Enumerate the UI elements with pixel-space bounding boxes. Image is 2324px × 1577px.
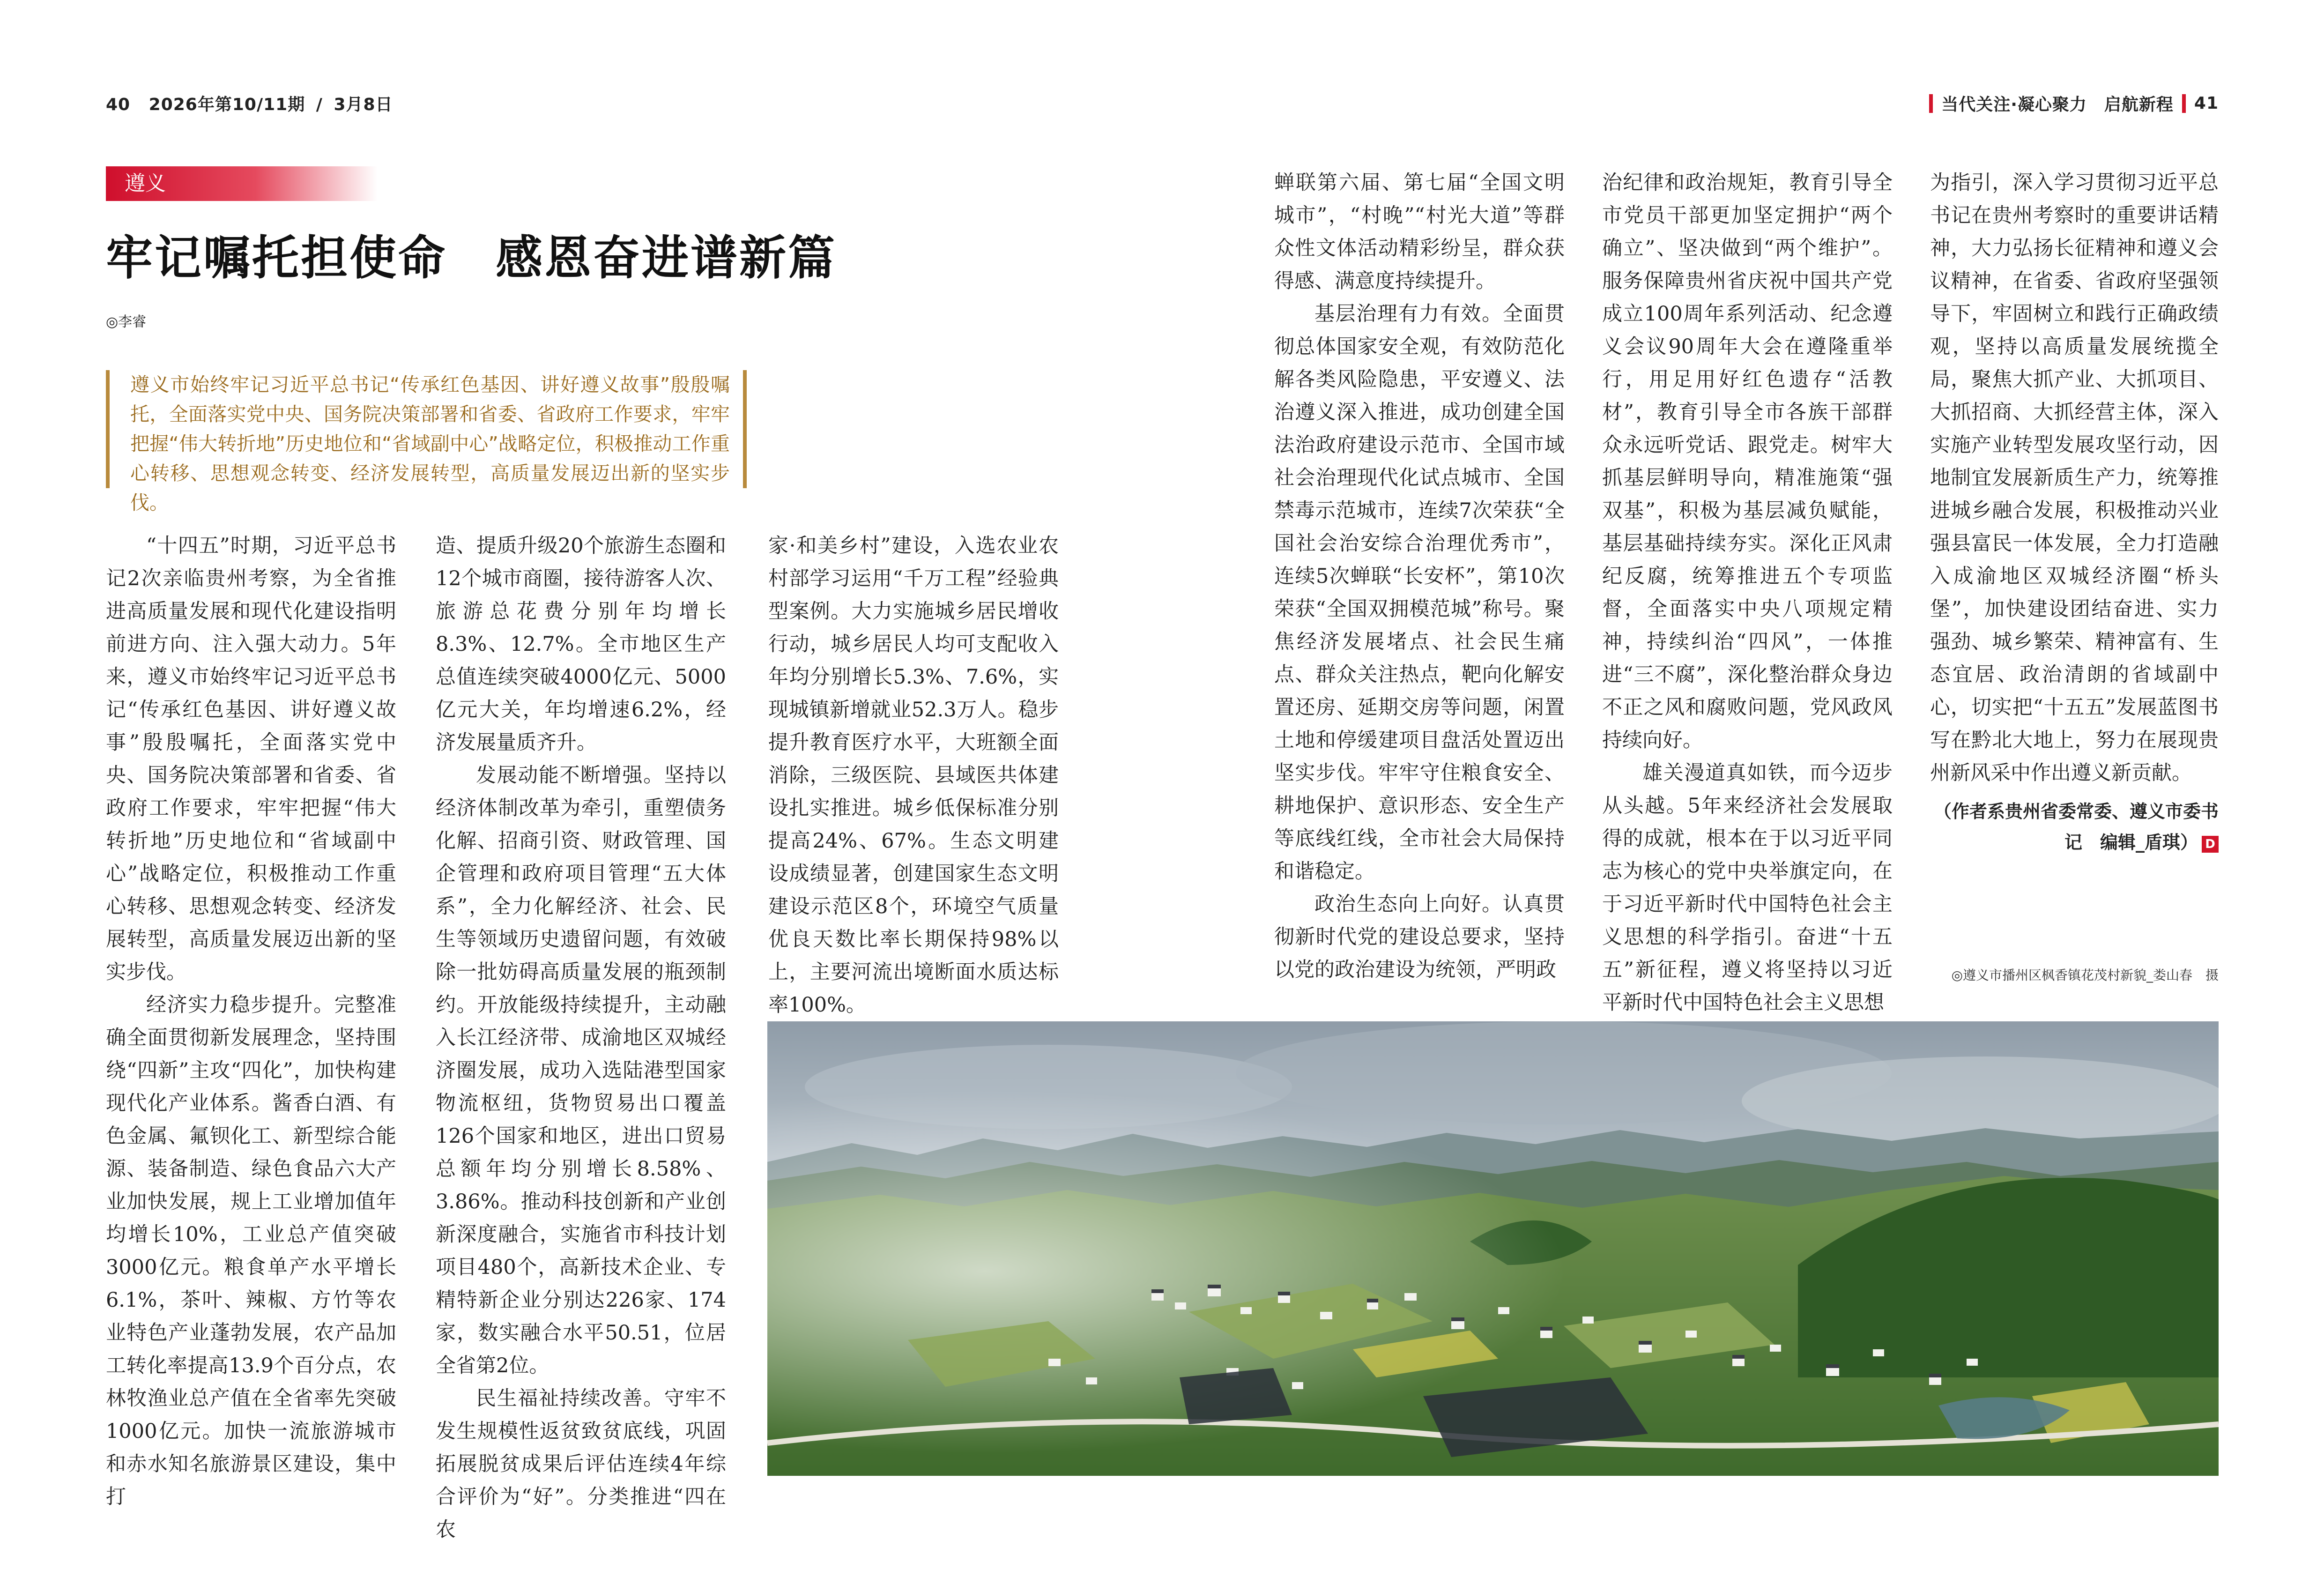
photo-caption: ◎遵义市播州区枫香镇花茂村新貌_娄山春 摄 xyxy=(1951,967,2219,983)
paragraph: 家·和美乡村”建设，入选农业农村部学习运用“千万工程”经验典型案例。大力实施城乡居民增收行动，城乡居民人均可支配收入年均分别增长5.3%、7.6%，实现城镇新增就业52.3万人。稳步提升教育医疗水平，大班额全面消除，三级医院、县域医共体建设扎实推进。城乡低保标准分别提高24%、67%。生态文明建设成绩显著，创建国家生态文明建设示范区8个，环境空气质量优良天数比率长期保持98%以上，主要河流出境断面水质达标率100%。 xyxy=(768,534,1059,1017)
right-page-number: 41 xyxy=(2194,94,2219,113)
end-mark-icon: D xyxy=(2202,836,2219,853)
paragraph: 经济实力稳步提升。完整准确全面贯彻新发展理念，坚持围绕“四新”主攻“四化”，加快构建现代化产业体系。酱香白酒、有色金属、氟钡化工、新型综合能源、装备制造、绿色食品六大产业加快发展，规上工业增加值年均增长10%，工业总产值突破3000亿元。粮食单产水平增长6.1%，茶叶、辣椒、方竹等农业特色产业蓬勃发展，农产品加工转化率提高13.9个百分点，农林牧渔业总产值在全省率先突破1000亿元。加快一流旅游城市和赤水知名旅游景区建设，集中打 xyxy=(106,993,396,1509)
accent-bar-icon xyxy=(1929,94,1933,113)
issue-date: 3月8日 xyxy=(334,95,393,114)
article-column-6 xyxy=(1930,166,2219,858)
article-lead: 遵义市始终牢记习近平总书记“传承红色基因、讲好遵义故事”殷殷嘱托，全面落实党中央、国务院决策部署和省委、省政府工作要求，牢牢把握“伟大转折地”历史地位和“省域副中心”战略定位，积极推动工作重心转移、思想观念转变、经济发展转型，高质量发展迈出新的坚实步伐。 xyxy=(106,370,747,488)
paragraph: 雄关漫道真如铁，而今迈步从头越。5年来经济社会发展取得的成就，根本在于以习近平同志为核心的党中央举旗定向，在于习近平新时代中国特色社会主义思想的科学指引。奋进“十五五”新征程，遵义将坚持以习近平新时代中国特色社会主义思想 xyxy=(1602,761,1893,1014)
paragraph: 民生福祉持续改善。守牢不发生规模性返贫致贫底线，巩固拓展脱贫成果后评估连续4年综合评价为“好”。分类推进“四在农 xyxy=(436,1387,726,1541)
paragraph: 发展动能不断增强。坚持以经济体制改革为牵引，重塑债务化解、招商引资、财政管理、国企管理和政府项目管理“五大体系”，全力化解经济、社会、民生等领域历史遗留问题，有效破除一批妨碍高质量发展的瓶颈制约。开放能级持续提升，主动融入长江经济带、成渝地区双城经济圈发展，成功入选陆港型国家物流枢纽，货物贸易出口覆盖126个国家和地区，进出口贸易总额年均分别增长8.58%、3.86%。推动科技创新和产业创新深度融合，实施省市科技计划项目480个，高新技术企业、专精特新企业分别达226家、174家，数实融合水平50.51，位居全省第2位。 xyxy=(436,764,726,1377)
article-column-2 xyxy=(436,529,726,1546)
article-column-5 xyxy=(1602,166,1893,1019)
issue-number: 2026年第10/11期 xyxy=(148,95,305,114)
article-column-3 xyxy=(768,529,1059,1021)
article-column-1 xyxy=(106,529,396,1513)
paragraph: 为指引，深入学习贯彻习近平总书记在贵州考察时的重要讲话精神，大力弘扬长征精神和遵义会议精神，在省委、省政府坚强领导下，牢固树立和践行正确政绩观，坚持以高质量发展统揽全局，聚焦大抓产业、大抓项目、大抓招商、大抓经营主体，深入实施产业转型发展攻坚行动，因地制宜发展新质生产力，统筹推进城乡融合发展，积极推动兴业强县富民一体发展，全力打造融入成渝地区双城经济圈“桥头堡”，加快建设团结奋进、实力强劲、城乡繁荣、精神富有、生态宜居、政治清朗的省域副中心，切实把“十五五”发展蓝图书写在黔北大地上，努力在展现贵州新风采中作出遵义新贡献。 xyxy=(1930,171,2219,785)
article-column-4 xyxy=(1274,166,1565,986)
accent-bar-icon xyxy=(2182,94,2186,113)
paragraph: 蝉联第六届、第七届“全国文明城市”，“村晚”“村光大道”等群众性文体活动精彩纷呈，群众获得感、满意度持续提升。 xyxy=(1274,171,1565,293)
aerial-village-photo xyxy=(767,1021,2219,1476)
page-header-right xyxy=(1929,91,2219,115)
article-author: ◎李睿 xyxy=(106,314,147,330)
paragraph: 造、提质升级20个旅游生态圈和12个城市商圈，接待游客人次、旅游总花费分别年均增长8.3%、12.7%。全市地区生产总值连续突破4000亿元、5000亿元大关，年均增速6.2%，经济发展量质齐升。 xyxy=(436,534,726,754)
author-byline: （作者系贵州省委常委、遵义市委书记 编辑_盾琪） D xyxy=(1933,801,2219,853)
paragraph: 政治生态向上向好。认真贯彻新时代党的建设总要求，坚持以党的政治建设为统领，严明政 xyxy=(1274,893,1565,982)
section-name: 当代关注·凝心聚力 启航新程 xyxy=(1941,95,2174,114)
left-page-number: 40 xyxy=(106,95,131,114)
paragraph: 基层治理有力有效。全面贯彻总体国家安全观，有效防范化解各类风险隐患，平安遵义、法治遵义深入推进，成功创建全国法治政府建设示范市、全国市域社会治理现代化试点城市、全国禁毒示范城市，连续7次荣获“全国社会治安综合治理优秀市”，连续5次蝉联“长安杯”，第10次荣获“全国双拥模范城”称号。聚焦经济发展堵点、社会民生痛点、群众关注热点，靶向化解安置还房、延期交房等问题，闲置土地和停缓建项目盘活处置迈出坚实步伐。牢牢守住粮食安全、耕地保护、意识形态、安全生产等底线红线，全市社会大局保持和谐稳定。 xyxy=(1274,302,1565,883)
page-header-left: 40 2026年第10/11期 / 3月8日 xyxy=(106,95,393,114)
article-title: 牢记嘱托担使命 感恩奋进谱新篇 xyxy=(106,230,837,285)
paragraph: 治纪律和政治规矩，教育引导全市党员干部更加坚定拥护“两个确立”、坚决做到“两个维护”。服务保障贵州省庆祝中国共产党成立100周年系列活动、纪念遵义会议90周年大会在遵隆重举行，用足用好红色遗存“活教材”，教育引导全市各族干部群众永远听党话、跟党走。树牢大抓基层鲜明导向，精准施策“强双基”，积极为基层减负赋能，基层基础持续夯实。深化正风肃纪反腐，统筹推进五个专项监督，全面落实中央八项规定精神，持续纠治“四风”，一体推进“三不腐”，深化整治群众身边不正之风和腐败问题，党风政风持续向好。 xyxy=(1602,171,1893,752)
paragraph: “十四五”时期，习近平总书记2次亲临贵州考察，为全省推进高质量发展和现代化建设指明前进方向、注入强大动力。5年来，遵义市始终牢记习近平总书记“传承红色基因、讲好遵义故事”殷殷嘱托，全面落实党中央、国务院决策部署和省委、省政府工作要求，牢牢把握“伟大转折地”历史地位和“省域副中心”战略定位，积极推动工作重心转移、思想观念转变、经济发展转型，高质量发展迈出新的坚实步伐。 xyxy=(106,534,396,984)
region-tag: 遵义 xyxy=(106,166,378,201)
